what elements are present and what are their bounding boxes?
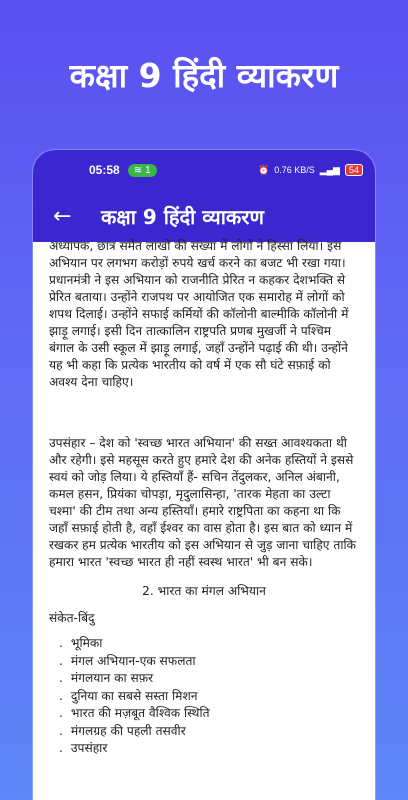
list-item: . उपसंहार (59, 740, 359, 758)
paragraph-2: उपसंहार – देश को 'स्वच्छ भारत अभियान' की सख्त आवश्यकता थी और रहेगी। इसे महसूस करते हुए हमारे देश की अनेक हस्तियों ने इससे स्वयं को जोड़ लिया। ये हस्तियाँ हैं- सचिन तेंदुलकर, अनिल अंबानी, कमल हसन, प्रियंका चोपड़ा, मृदुलासिन्हा, 'तारक मेहता का उल्टा चश्मा' की टीम तथा अन्य हस्तियाँ। हमारे राष्ट्रपिता का कहना था कि जहाँ सफ़ाई होती है, वहाँ ईश्वर का वास होता है। इस बात को ध्यान में रखकर हम प्रत्येक भारतीय को इस अभियान से जुड़ जाना चाहिए ताकि हमारा भारत 'स्वच्छ भारत ही नहीं स्वस्थ भारत' भी बन सके। (49, 436, 357, 569)
status-time: 05:58 (89, 163, 120, 177)
status-bar (33, 150, 375, 190)
hotspot-icon: ≋ (133, 164, 143, 176)
list-item: . मंगलग्रह की पहली तसवीर (59, 723, 359, 741)
list-item: . मंगल अभियान-एक सफलता (59, 653, 359, 671)
points-label: संकेत-बिंदु (49, 611, 95, 625)
battery-level: 54 (345, 164, 363, 176)
signal-icon: ▂▄▆ (319, 164, 340, 175)
section-spacer (49, 391, 359, 435)
list-item: . भूमिका (59, 635, 359, 653)
paragraph-1: अध्यापक, छात्र समेत लाखों की संख्या में लोगों ने हिस्सा लिया। इस अभियान पर लगभग करोड़ों रुपये खर्च करने का बजट भी रखा गया। प्रधानमंत्री ने इस अभियान को राजनीति प्रेरित न कहकर देशभक्ति से प्रेरित बताया। उन्होंने राजपथ पर आयोजित एक समारोह में लोगों को शपथ दिलाई। उन्होंने सफाई कर्मियों की कॉलोनी बाल्मीकि कॉलोनी में झाड़ू लगाई। इसी दिन तात्कालिन राष्ट्रपति प्रणब मुखर्जी ने पश्चिम बंगाल के उसी स्कूल में झाड़ू लगाई, जहाँ उन्होंने पढ़ाई की थी। उन्होंने यह भी कहा कि प्रत्येक भारतीय को वर्ष में एक सौ घंटे सफ़ाई को अवश्य देना चाहिए। (49, 239, 349, 389)
list-item: . दुनिया का सबसे सस्ता मिशन (59, 688, 359, 706)
alarm-icon: ⏰ (258, 164, 270, 175)
points-list (49, 635, 359, 758)
network-speed: 0.76 KB/S (274, 165, 315, 175)
list-item: . भारत की मज़बूत वैश्विक स्थिति (59, 705, 359, 723)
list-item: . मंगलयान का सफ़र (59, 670, 359, 688)
app-bar (33, 190, 375, 242)
promo-title: कक्षा 9 हिंदी व्याकरण (69, 56, 339, 95)
app-bar-title: कक्षा 9 हिंदी व्याकरण (101, 204, 264, 229)
arrow-left-icon[interactable]: ← (53, 203, 72, 229)
status-right (258, 164, 363, 176)
hotspot-badge (128, 164, 157, 177)
essay-heading: 2. भारत का मंगल अभियान (142, 584, 266, 598)
content-area[interactable] (33, 238, 375, 758)
phone-frame (33, 150, 375, 800)
hotspot-count: 1 (145, 164, 151, 176)
